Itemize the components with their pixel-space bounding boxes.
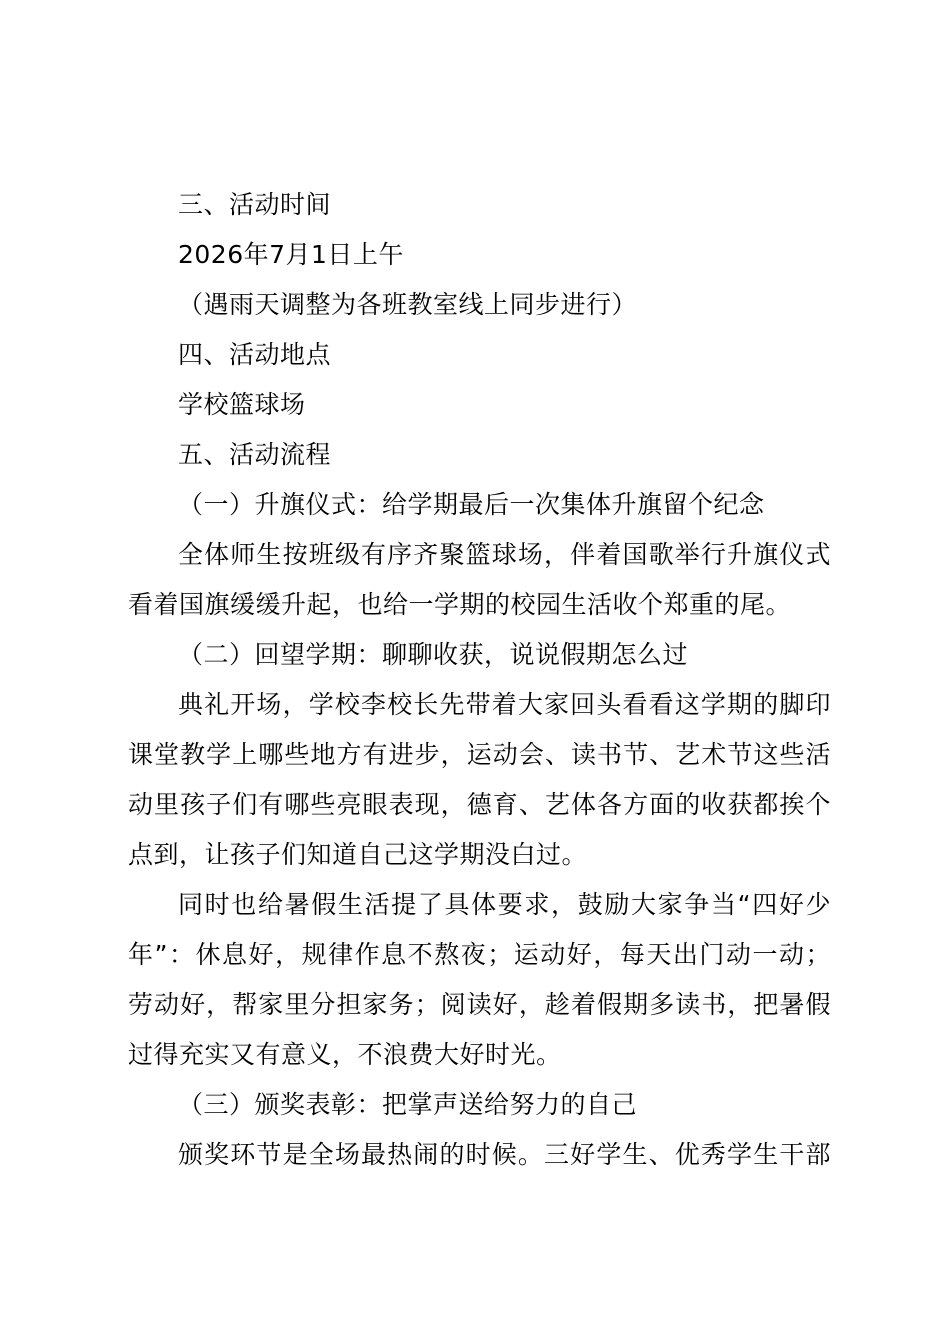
- section-heading-location: 四、活动地点: [178, 340, 332, 369]
- paragraph-line: 全体师生按班级有序齐聚篮球场，伴着国歌举行升旗仪式: [178, 540, 831, 569]
- rain-note: （遇雨天调整为各班教室线上同步进行）: [178, 290, 638, 319]
- paragraph-line: 劳动好，帮家里分担家务；阅读好，趁着假期多读书，把暑假: [128, 990, 831, 1019]
- location-text: 学校篮球场: [178, 390, 306, 419]
- paragraph-line: 颁奖环节是全场最热闹的时候。三好学生、优秀学生干部: [178, 1140, 831, 1169]
- paragraph-line: 同时也给暑假生活提了具体要求，鼓励大家争当“四好少: [178, 890, 831, 919]
- paragraph-line: 课堂教学上哪些地方有进步，运动会、读书节、艺术节这些活: [128, 740, 831, 769]
- paragraph-line: 典礼开场，学校李校长先带着大家回头看看这学期的脚印: [178, 690, 831, 719]
- subheading-flag-ceremony: （一）升旗仪式：给学期最后一次集体升旗留个纪念: [178, 490, 765, 519]
- subheading-awards: （三）颁奖表彰：把掌声送给努力的自己: [178, 1090, 638, 1119]
- paragraph-line: 年”：休息好，规律作息不熬夜；运动好，每天出门动一动；: [128, 940, 831, 969]
- section-heading-time: 三、活动时间: [178, 190, 332, 219]
- subheading-review: （二）回望学期：聊聊收获，说说假期怎么过: [178, 640, 689, 669]
- paragraph-line: 过得充实又有意义，不浪费大好时光。: [128, 1040, 562, 1069]
- paragraph-line: 看着国旗缓缓升起，也给一学期的校园生活收个郑重的尾。: [128, 590, 792, 619]
- section-heading-process: 五、活动流程: [178, 440, 332, 469]
- paragraph-line: 动里孩子们有哪些亮眼表现，德育、艺体各方面的收获都挨个: [128, 790, 831, 819]
- paragraph-line: 点到，让孩子们知道自己这学期没白过。: [128, 840, 588, 869]
- time-text: 2026年7月1日上午: [178, 240, 404, 269]
